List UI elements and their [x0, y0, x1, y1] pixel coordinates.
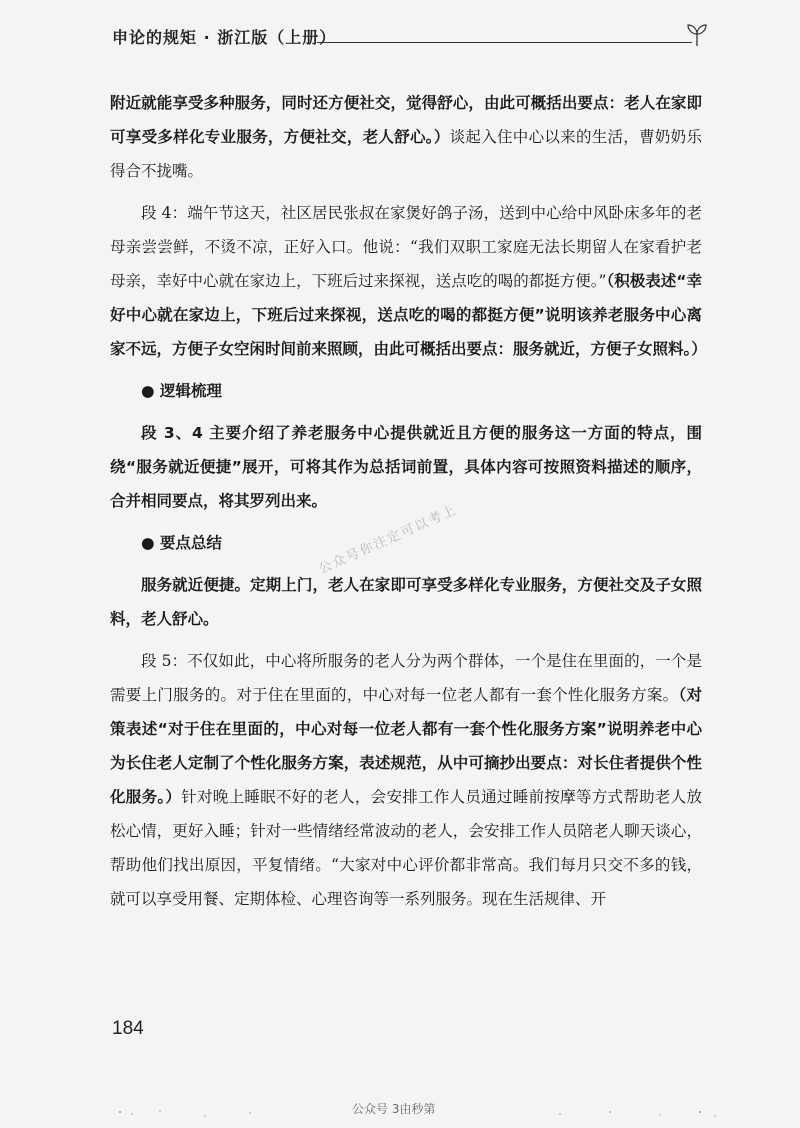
paragraph-5-lead: 段 5：不仅如此，中心将所服务的老人分为两个群体，一个是住在里面的，一个是需要上门服务的。对于住在里面的，中心对每一位老人都有一套个性化服务方案。: [110, 652, 702, 704]
paragraph-3: 段 3、4 主要介绍了养老服务中心提供就近且方便的服务这一方面的特点，围绕“服务就近便捷”展开，可将其作为总括词前置，具体内容可按照资料描述的顺序，合并相同要点，将其罗列出来。: [110, 424, 702, 510]
page-number: 184: [112, 1018, 144, 1039]
paragraph-1-tail: 谈起入住中心以来的生活，曹奶奶乐得合不拢嘴。: [110, 128, 702, 180]
watermark: 公众号你注定可以考上: [316, 502, 460, 578]
paragraph-1: [110, 86, 702, 188]
section-logic-heading: ● 逻辑梳理: [141, 382, 222, 400]
section-summary-heading: ● 要点总结: [141, 534, 222, 552]
paragraph-5-tail: 针对晚上睡眠不好的老人，会安排工作人员通过睡前按摩等方式帮助老人放松心情，更好入睡；针对一些情绪经常波动的老人，会安排工作人员陪老人聊天谈心，帮助他们找出原因，平复情绪。“大家对中心评价都非常高。我们每月只交不多的钱，就可以享受用餐、定期体检、心理咨询等一系列服务。现在生活规律、开: [110, 788, 702, 908]
paragraph-5: [110, 644, 702, 916]
paragraph-1-note: 附近就能享受多种服务，同时还方便社交，觉得舒心，由此可概括出要点：老人在家即可享受多样化专业服务，方便社交，老人舒心。）: [110, 94, 702, 146]
sprout-icon: [684, 22, 710, 48]
footer-mark: 公众号 3由秒第: [352, 1102, 436, 1116]
header-title: 申论的规矩 · 浙江版（上册）: [112, 28, 337, 47]
running-header: [112, 22, 702, 52]
body-text: [110, 86, 707, 924]
paragraph-4: 服务就近便捷。定期上门，老人在家即可享受多样化专业服务，方便社交及子女照料，老人舒心。: [110, 576, 702, 628]
paragraph-2: [110, 196, 707, 366]
paragraph-2-lead: 段 4：端午节这天，社区居民张叔在家煲好鸽子汤，送到中心给中风卧床多年的老母亲尝尝鲜，不烫不凉，正好入口。他说：“我们双职工家庭无法长期留人在家看护老母亲，幸好中心就在家边上，下班后过来探视，送点吃的喝的都挺方便。”: [110, 204, 702, 290]
paragraph-5-note: （对策表述“对于住在里面的，中心对每一位老人都有一套个性化服务方案”说明养老中心为长住老人定制了个性化服务方案，表述规范，从中可摘抄出要点：对长住者提供个性化服务。）: [110, 686, 702, 806]
header-rule: [317, 42, 692, 43]
paragraph-2-note: （积极表述“幸好中心就在家边上，下班后过来探视，送点吃的喝的都挺方便”说明该养老服务中心离家不远，方便子女空闲时间前来照顾，由此可概括出要点：服务就近，方便子女照料。）: [110, 272, 707, 358]
